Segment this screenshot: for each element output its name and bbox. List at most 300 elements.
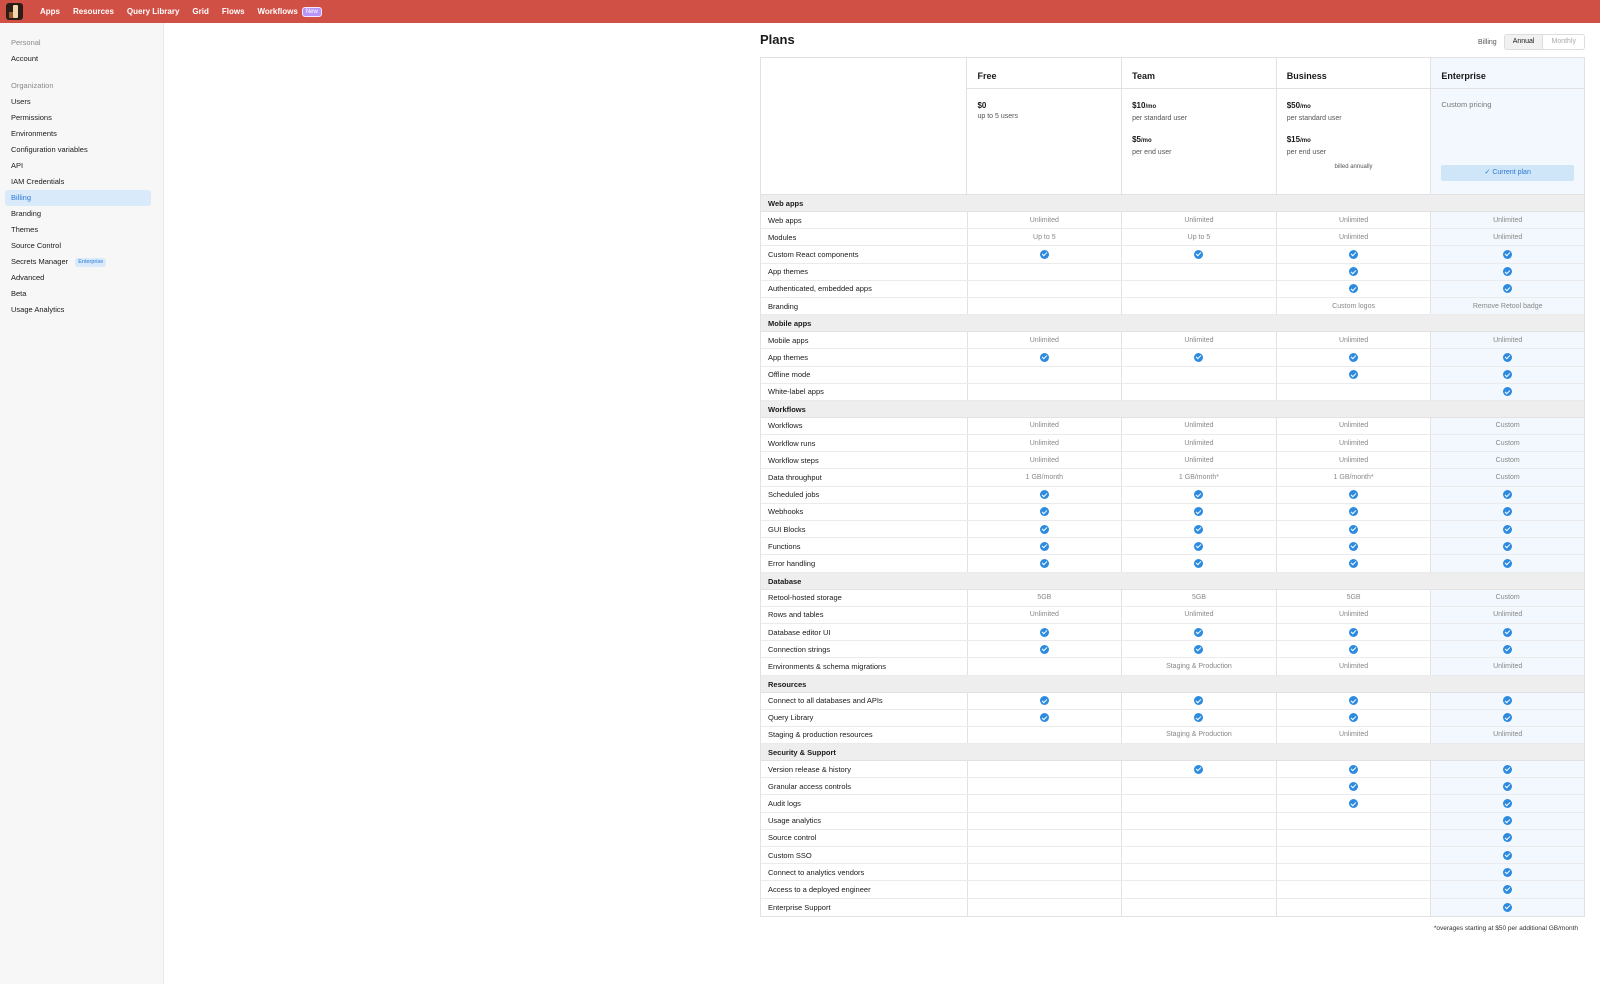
feature-cell [1121, 538, 1276, 554]
sidebar-item-secrets-manager[interactable] [5, 254, 151, 270]
feature-cell [1276, 710, 1431, 726]
section-header: Workflows [761, 401, 1584, 418]
sidebar-item-permissions[interactable]: Permissions [11, 113, 52, 122]
check-circle-icon [1503, 868, 1512, 877]
check-circle-icon [1503, 799, 1512, 808]
feature-cell [1430, 778, 1584, 794]
feature-cell [1276, 281, 1431, 297]
feature-row [761, 384, 1584, 401]
feature-cell [1430, 899, 1584, 916]
feature-cell [1430, 641, 1584, 657]
feature-value: Staging & Production [1121, 727, 1276, 743]
feature-value [1121, 795, 1276, 811]
feature-cell [967, 504, 1122, 520]
check-circle-icon [1349, 542, 1358, 551]
check-circle-icon [1194, 559, 1203, 568]
feature-cell [1276, 521, 1431, 537]
plan-business-header [1276, 58, 1431, 194]
check-circle-icon [1503, 885, 1512, 894]
feature-row [761, 229, 1584, 246]
check-circle-icon [1503, 542, 1512, 551]
billing-label: Billing [1478, 38, 1497, 46]
check-circle-icon [1503, 387, 1512, 396]
feature-value [1121, 899, 1276, 916]
plan-price-sub: per standard user [1132, 115, 1187, 122]
feature-cell [1121, 693, 1276, 709]
check-circle-icon [1503, 713, 1512, 722]
current-plan-button[interactable] [1441, 165, 1574, 181]
check-circle-icon [1503, 765, 1512, 774]
plan-price [1287, 134, 1421, 147]
feature-value: Up to 5 [967, 229, 1122, 245]
checkmark-icon: ✓ [1484, 169, 1491, 176]
feature-cell [1430, 761, 1584, 777]
feature-cell [1430, 813, 1584, 829]
feature-value: 5GB [967, 590, 1122, 606]
feature-label: Staging & production resources [768, 730, 873, 740]
feature-label: Functions [768, 541, 801, 551]
feature-cell [1430, 538, 1584, 554]
feature-row [761, 830, 1584, 847]
divider [1277, 88, 1431, 89]
check-circle-icon [1194, 713, 1203, 722]
check-circle-icon [1503, 851, 1512, 860]
check-circle-icon [1503, 645, 1512, 654]
feature-value [1121, 367, 1276, 383]
feature-cell [1121, 710, 1276, 726]
feature-row [761, 298, 1584, 315]
price-amount: $50 [1286, 101, 1301, 110]
feature-value: Unlimited [1430, 212, 1584, 228]
feature-value: Up to 5 [1121, 229, 1276, 245]
feature-label: White-label apps [768, 387, 824, 397]
feature-row [761, 212, 1584, 229]
feature-value: Custom [1430, 469, 1584, 485]
feature-cell [967, 521, 1122, 537]
nav-workflows-label: Workflows [257, 7, 298, 16]
feature-value: 1 GB/month [967, 469, 1122, 485]
feature-cell [1276, 641, 1431, 657]
feature-label: Authenticated, embedded apps [768, 284, 872, 294]
feature-row [761, 452, 1584, 469]
feature-value: Unlimited [967, 332, 1122, 348]
feature-cell [1430, 246, 1584, 262]
feature-value [1276, 847, 1431, 863]
plan-price-sub: per end user [1132, 149, 1172, 156]
feature-value: Unlimited [1276, 212, 1431, 228]
feature-cell [1121, 487, 1276, 503]
feature-value [1276, 384, 1431, 400]
feature-cell [1430, 487, 1584, 503]
feature-cell [967, 349, 1122, 365]
feature-value: 5GB [1121, 590, 1276, 606]
feature-cell [1276, 555, 1431, 571]
feature-value: Unlimited [1430, 727, 1584, 743]
feature-label: Workflow runs [768, 438, 816, 448]
plan-price-sub: up to 5 users [977, 113, 1018, 120]
sidebar-item-billing[interactable]: Billing [5, 190, 151, 206]
feature-value: Unlimited [1121, 212, 1276, 228]
feature-value [1276, 899, 1431, 916]
feature-value: Remove Retool badge [1430, 298, 1584, 314]
price-period: /mo [1141, 138, 1152, 144]
feature-label: Granular access controls [768, 781, 851, 791]
feature-row [761, 487, 1584, 504]
plan-price: $0 [977, 101, 987, 110]
feature-value: Unlimited [1430, 658, 1584, 674]
feature-row [761, 658, 1584, 675]
check-circle-icon [1040, 645, 1049, 654]
feature-value: Unlimited [1121, 435, 1276, 451]
feature-cell [1121, 504, 1276, 520]
check-circle-icon [1349, 284, 1358, 293]
feature-label: Workflow steps [768, 455, 819, 465]
feature-value [967, 864, 1122, 880]
feature-row [761, 349, 1584, 366]
check-circle-icon [1040, 696, 1049, 705]
feature-value [1121, 830, 1276, 846]
feature-row [761, 899, 1584, 916]
sidebar-section-organization: Organization [11, 81, 54, 90]
feature-value [967, 367, 1122, 383]
feature-cell [967, 538, 1122, 554]
plan-price [1132, 134, 1266, 147]
feature-row [761, 624, 1584, 641]
feature-cell [1276, 264, 1431, 280]
feature-cell [1121, 246, 1276, 262]
feature-value [967, 847, 1122, 863]
feature-row [761, 641, 1584, 658]
check-circle-icon [1040, 713, 1049, 722]
check-circle-icon [1040, 628, 1049, 637]
nav-apps[interactable]: Apps [40, 7, 60, 16]
feature-value [967, 761, 1122, 777]
nav-grid[interactable]: Grid [192, 7, 209, 16]
feature-cell [1121, 555, 1276, 571]
sidebar-item-advanced[interactable]: Advanced [11, 273, 45, 282]
feature-value: Unlimited [1276, 658, 1431, 674]
feature-label: Query Library [768, 713, 814, 723]
check-circle-icon [1040, 507, 1049, 516]
feature-value [1121, 298, 1276, 314]
feature-cell [1430, 555, 1584, 571]
check-circle-icon [1040, 525, 1049, 534]
feature-value: Unlimited [1121, 607, 1276, 623]
feature-cell [1276, 538, 1431, 554]
plan-name: Free [977, 71, 997, 81]
feature-value [967, 384, 1122, 400]
plan-price-sub: per standard user [1286, 115, 1342, 122]
feature-cell [1276, 693, 1431, 709]
feature-cell [1430, 264, 1584, 280]
feature-row [761, 332, 1584, 349]
feature-value [1276, 813, 1431, 829]
feature-label: Environments & schema migrations [768, 661, 886, 671]
feature-label: Source control [768, 833, 817, 843]
check-circle-icon [1503, 782, 1512, 791]
divider [1122, 88, 1276, 89]
feature-cell [1276, 246, 1431, 262]
feature-value [967, 899, 1122, 916]
feature-row [761, 864, 1584, 881]
sidebar-item-branding[interactable]: Branding [11, 209, 42, 218]
feature-row [761, 246, 1584, 263]
sidebar-item-users[interactable]: Users [11, 97, 31, 106]
feature-cell [967, 641, 1122, 657]
plan-team-header [1121, 58, 1276, 194]
check-circle-icon [1194, 250, 1203, 259]
feature-value: Unlimited [967, 607, 1122, 623]
feature-cell [1430, 367, 1584, 383]
feature-label: Audit logs [768, 799, 801, 809]
feature-cell [967, 555, 1122, 571]
feature-cell [1276, 504, 1431, 520]
feature-label: Connect to analytics vendors [768, 867, 865, 877]
annual-option[interactable]: Annual [1505, 35, 1544, 49]
feature-cell [1430, 521, 1584, 537]
check-circle-icon [1349, 490, 1358, 499]
feature-label: Rows and tables [768, 610, 824, 620]
check-circle-icon [1349, 250, 1358, 259]
sidebar-item-usage-analytics[interactable]: Usage Analytics [11, 305, 65, 314]
feature-cell [1430, 710, 1584, 726]
org-logo-icon[interactable] [6, 3, 23, 20]
sidebar-item-beta[interactable]: Beta [11, 289, 27, 298]
price-amount: $15 [1286, 135, 1301, 144]
feature-value [1121, 264, 1276, 280]
top-nav-bar [0, 0, 1600, 23]
feature-label: Web apps [768, 215, 802, 225]
check-circle-icon [1194, 765, 1203, 774]
check-circle-icon [1503, 370, 1512, 379]
plan-name: Business [1286, 71, 1327, 81]
feature-value [1121, 384, 1276, 400]
feature-value [1121, 778, 1276, 794]
feature-value [967, 813, 1122, 829]
feature-cell [1430, 847, 1584, 863]
feature-value: Unlimited [1276, 727, 1431, 743]
feature-value: 1 GB/month* [1121, 469, 1276, 485]
section-header: Database [761, 573, 1584, 590]
check-circle-icon [1194, 525, 1203, 534]
plan-price [1287, 100, 1421, 113]
feature-row [761, 418, 1584, 435]
feature-label: GUI Blocks [768, 524, 806, 534]
check-circle-icon [1040, 542, 1049, 551]
feature-value [967, 795, 1122, 811]
divider [967, 88, 1121, 89]
feature-label: Retool-hosted storage [768, 593, 842, 603]
billing-segmented-control [1504, 34, 1585, 50]
sidebar-item-source-control[interactable]: Source Control [11, 241, 62, 250]
check-circle-icon [1349, 713, 1358, 722]
feature-value [967, 727, 1122, 743]
feature-value [1121, 864, 1276, 880]
feature-row [761, 778, 1584, 795]
feature-value: Unlimited [1276, 229, 1431, 245]
sidebar-item-api[interactable]: API [11, 161, 24, 170]
feature-value: Custom [1430, 435, 1584, 451]
monthly-option[interactable]: Monthly [1543, 35, 1584, 49]
check-circle-icon [1349, 525, 1358, 534]
check-circle-icon [1040, 559, 1049, 568]
feature-label: Custom React components [768, 249, 859, 259]
plan-enterprise-header [1430, 58, 1584, 194]
feature-value: Unlimited [967, 418, 1122, 434]
feature-cell [1430, 624, 1584, 640]
feature-label: Enterprise Support [768, 902, 831, 912]
feature-row [761, 693, 1584, 710]
feature-value: Unlimited [967, 212, 1122, 228]
divider [1431, 88, 1584, 89]
sidebar-section-personal: Personal [11, 38, 41, 47]
feature-value: 5GB [1276, 590, 1431, 606]
nav-flows[interactable]: Flows [221, 7, 245, 16]
feature-value [1276, 830, 1431, 846]
feature-label: Modules [768, 232, 797, 242]
feature-value [967, 658, 1122, 674]
sidebar-item-account[interactable]: Account [11, 54, 39, 63]
features-body [761, 195, 1584, 916]
plan-name: Team [1132, 71, 1155, 81]
feature-value: Unlimited [967, 452, 1122, 468]
feature-label: Usage analytics [768, 816, 821, 826]
check-circle-icon [1040, 250, 1049, 259]
current-plan-label: Current plan [1492, 169, 1531, 176]
feature-label: Data throughput [768, 473, 822, 483]
sidebar-item-environments[interactable]: Environments [11, 129, 57, 138]
feature-row [761, 555, 1584, 572]
feature-cell [1121, 521, 1276, 537]
feature-row [761, 795, 1584, 812]
feature-cell [967, 710, 1122, 726]
feature-row [761, 881, 1584, 898]
feature-cell [1121, 761, 1276, 777]
feature-cell [1430, 504, 1584, 520]
feature-cell [967, 246, 1122, 262]
feature-cell [1430, 281, 1584, 297]
check-circle-icon [1349, 628, 1358, 637]
new-badge: New [302, 7, 322, 17]
check-circle-icon [1194, 507, 1203, 516]
check-circle-icon [1349, 765, 1358, 774]
nav-workflows[interactable] [258, 7, 322, 17]
feature-cell [1276, 624, 1431, 640]
plan-price-sub: per end user [1286, 149, 1327, 156]
feature-cell [967, 624, 1122, 640]
price-period: /mo [1300, 138, 1311, 144]
feature-cell [1121, 641, 1276, 657]
feature-value: Unlimited [1121, 452, 1276, 468]
feature-value [1276, 881, 1431, 897]
feature-cell [1276, 795, 1431, 811]
feature-value: Unlimited [1121, 332, 1276, 348]
section-header: Resources [761, 676, 1584, 693]
feature-value [967, 778, 1122, 794]
feature-row [761, 607, 1584, 624]
feature-value: Unlimited [1276, 452, 1431, 468]
feature-label: Custom SSO [768, 850, 812, 860]
feature-value: Custom logos [1276, 298, 1431, 314]
feature-cell [967, 487, 1122, 503]
feature-cell [1430, 795, 1584, 811]
feature-value: Unlimited [1276, 332, 1431, 348]
settings-sidebar [0, 23, 164, 984]
check-circle-icon [1503, 353, 1512, 362]
nav-query-library[interactable]: Query Library [126, 7, 180, 16]
billing-period-toggle [1478, 34, 1585, 50]
feature-value [1121, 881, 1276, 897]
section-header: Mobile apps [761, 315, 1584, 332]
plans-header-row [761, 58, 1584, 195]
feature-cell [1276, 349, 1431, 365]
feature-cell [1121, 349, 1276, 365]
feature-label: Mobile apps [768, 335, 809, 345]
feature-value: Unlimited [1430, 332, 1584, 348]
check-circle-icon [1503, 903, 1512, 912]
feature-cell [1430, 830, 1584, 846]
check-circle-icon [1194, 628, 1203, 637]
feature-value [1121, 847, 1276, 863]
check-circle-icon [1349, 782, 1358, 791]
check-circle-icon [1349, 645, 1358, 654]
check-circle-icon [1349, 559, 1358, 568]
check-circle-icon [1503, 816, 1512, 825]
check-circle-icon [1349, 507, 1358, 516]
check-circle-icon [1349, 267, 1358, 276]
plans-comparison-table [760, 57, 1585, 917]
sidebar-item-configuration-variables[interactable]: Configuration variables [11, 145, 88, 154]
feature-value [967, 281, 1122, 297]
feature-label: Error handling [768, 558, 816, 568]
feature-cell [1276, 761, 1431, 777]
sidebar-item-iam-credentials[interactable]: IAM Credentials [11, 177, 65, 186]
check-circle-icon [1503, 559, 1512, 568]
check-circle-icon [1503, 833, 1512, 842]
feature-row [761, 847, 1584, 864]
check-circle-icon [1503, 284, 1512, 293]
price-amount: $10 [1132, 101, 1146, 110]
feature-value [1121, 281, 1276, 297]
check-circle-icon [1194, 353, 1203, 362]
header-empty-cell [761, 58, 966, 194]
nav-resources[interactable]: Resources [73, 7, 114, 16]
page-title: Plans [760, 32, 795, 47]
feature-label: Database editor UI [768, 627, 831, 637]
feature-label: Connection strings [768, 644, 831, 654]
check-circle-icon [1194, 542, 1203, 551]
check-circle-icon [1349, 353, 1358, 362]
feature-value: Unlimited [967, 435, 1122, 451]
check-circle-icon [1194, 490, 1203, 499]
check-circle-icon [1194, 645, 1203, 654]
feature-cell [1430, 384, 1584, 400]
feature-value: Custom [1430, 452, 1584, 468]
feature-row [761, 469, 1584, 486]
check-circle-icon [1503, 250, 1512, 259]
feature-value: Unlimited [1276, 435, 1431, 451]
feature-value [967, 264, 1122, 280]
sidebar-item-label: Secrets Manager [11, 257, 69, 266]
plan-name: Enterprise [1441, 71, 1486, 81]
feature-row [761, 590, 1584, 607]
feature-value [967, 298, 1122, 314]
price-period: /mo [1145, 104, 1157, 110]
price-period: /mo [1300, 104, 1311, 110]
feature-cell [1430, 881, 1584, 897]
sidebar-item-themes[interactable]: Themes [11, 225, 39, 234]
feature-value [967, 881, 1122, 897]
